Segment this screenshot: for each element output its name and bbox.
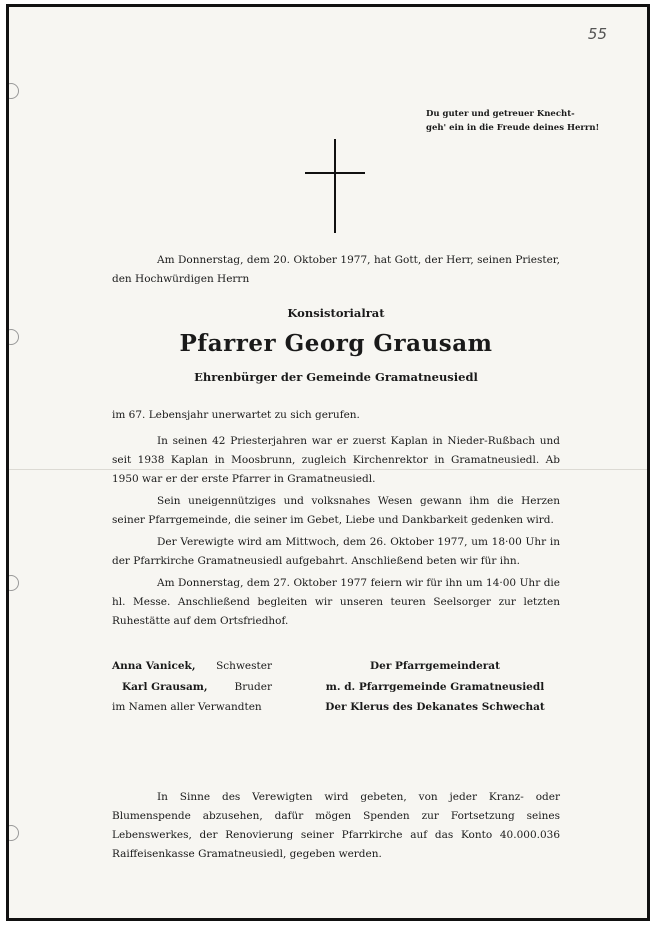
- obituary-sheet: [6, 4, 650, 921]
- motto-line: geh' ein in die Freude deines Herrn!: [426, 123, 600, 133]
- signer-role: Bruder: [234, 680, 272, 693]
- page-number: 55: [587, 25, 607, 43]
- bible-motto: [426, 107, 611, 135]
- intro-paragraph: Am Donnerstag, dem 20. Oktober 1977, hat Gott, der Herr, seinen Priester, den Hochwürdigen Herrn: [112, 254, 560, 285]
- punch-hole-mark: [6, 825, 19, 841]
- signer-line: m. d. Pfarrgemeinde Gramatneusiedl: [325, 680, 545, 693]
- signer-line: Der Pfarrgemeinderat: [370, 660, 500, 672]
- cross-icon: [305, 139, 365, 233]
- signer-name: Karl Grausam,: [122, 680, 208, 693]
- honorific-title: Konsistorialrat: [287, 306, 385, 320]
- signer-note: im Namen aller Verwandten: [112, 701, 262, 713]
- signer-name: Anna Vanicek,: [112, 660, 196, 672]
- signer-role: Schwester: [216, 660, 272, 672]
- motto-line: Du guter und getreuer Knecht-: [426, 109, 575, 119]
- paragraph-1: im 67. Lebensjahr unerwartet zu sich gerufen.: [112, 409, 360, 421]
- parish-signatures: [309, 656, 561, 718]
- paragraph-2: In seinen 42 Priesterjahren war er zuerst Kaplan in Nieder-Rußbach und seit 1938 Kaplan in Moosbrunn, zugleich Kirchenrektor in Gramatneusiedl. Ab 1950 war er der erste Pfarrer in Gramatneusiedl.: [112, 435, 560, 485]
- family-signatures: [112, 656, 272, 718]
- deceased-name: Pfarrer Georg Grausam: [179, 330, 493, 357]
- paragraph-3: Sein uneigennütziges und volksnahes Wesen gewann ihm die Herzen seiner Pfarrgemeinde, die seiner im Gebet, Liebe und Dankbarkeit gedenken wird.: [112, 495, 560, 526]
- signer-line: Der Klerus des Dekanates Schwechat: [325, 701, 545, 713]
- paragraph-4: Der Verewigte wird am Mittwoch, dem 26. Oktober 1977, um 18·00 Uhr in der Pfarrkirche Gramatneusiedl aufgebahrt. Anschließend beten wir für ihn.: [112, 536, 560, 567]
- punch-hole-mark: [6, 83, 19, 99]
- paragraph-5: Am Donnerstag, dem 27. Oktober 1977 feiern wir für ihn um 14·00 Uhr die hl. Messe. Anschließend begleiten wir unseren teuren Seelsorger zur letzten Ruhestätte auf dem Ortsfriedhof.: [112, 577, 560, 627]
- closing-paragraph: In Sinne des Verewigten wird gebeten, von jeder Kranz- oder Blumenspende abzusehen, dafür mögen Spenden zur Fortsetzung seines Lebenswerkes, der Renovierung seiner Pfarrkirche auf das Konto 40.000.036 Raiffeisenkasse Gramatneusiedl, gegeben werden.: [112, 791, 560, 860]
- punch-hole-mark: [6, 329, 19, 345]
- punch-hole-mark: [6, 575, 19, 591]
- subtitle: Ehrenbürger der Gemeinde Gramatneusiedl: [194, 370, 478, 384]
